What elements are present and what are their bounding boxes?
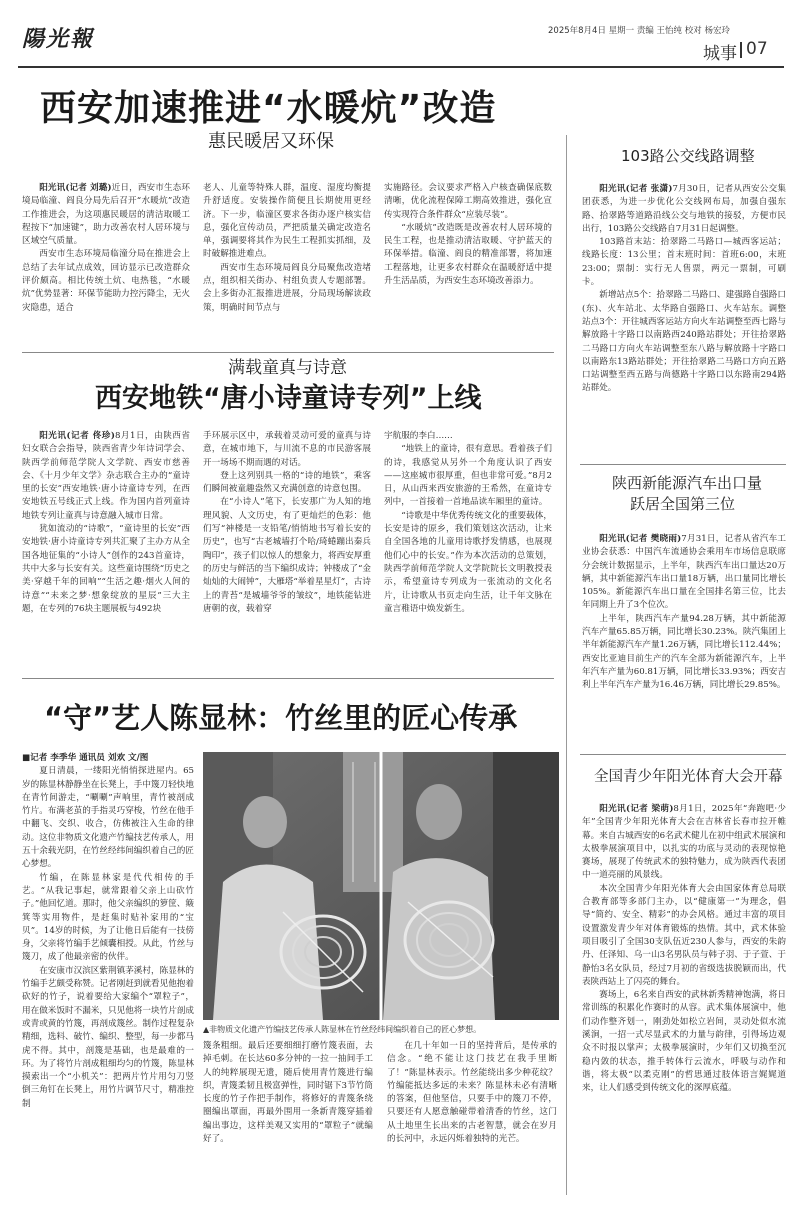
article2-col1 — [22, 430, 190, 670]
article1-text-4: 西安市生态环境局阎良分局聚焦改造堵点，组织相关街办、村组负责人专题部署。会上多街办汇报推进进展，分局现场解读政策，明确时间节点与 — [203, 262, 371, 313]
newspaper-logo: 陽光報 — [22, 26, 95, 52]
article2-col2 — [203, 430, 371, 670]
article1-text-5: 实施路径。会议要求严格入户核查确保底数清晰，优化流程保障工期高效推进，强化宣传实现符合条件群众“应装尽装”。 — [384, 183, 552, 220]
article5-body — [582, 533, 786, 748]
article2-text-4: 登上这列别具一格的“诗的地铁”，乘客们瞬间被童趣盎然又充满创意的诗意包围。 — [203, 470, 371, 495]
article2-text-5: 在“小诗人”笔下，长安那广为人知的地理风貌、人文历史，有了更灿烂的色彩：他们写“神楼是一支铅笔/悄悄地书写着长安的历史”，也写“古老城墙打个哈/琦蜷蹦出秦兵陶印”，孩子们以惊人的想象力，将西安厚重的历史与鲜活的当下编织成诗；钟楼成了“金灿灿的大闹钟”，大雁塔“举着星星灯”，古诗上的青苔“是城墙爷爷的皱纹”，地铁能钻进唐朝的夜，载着穿 — [203, 497, 371, 614]
article2-text-8: “诗歌是中华优秀传统文化的重要载体，长安是诗的原乡，我们策划这次活动，让来自全国各地的儿童用诗歌抒发情感，也展现他们心中的长安。”作为本次活动的总策划，陕西学前师范学院人文学院院长文明教授表示，希望童诗专列成为一张流动的文化名片，让诗歌从书页走向生活，让千年文脉在童言稚语中焕发新生。 — [384, 510, 552, 614]
article3-col3 — [387, 1040, 557, 1198]
article2-col3 — [384, 430, 552, 670]
article4-body — [582, 183, 786, 458]
article4-text-2: 103路首末站：拾翠路二马路口—城西客运站；线路长度：13公里；首末班时间：首班6:00，末班23:00；票制：实行无人售票，两元一票制，可刷卡。 — [582, 237, 786, 288]
masthead — [0, 0, 799, 70]
article1-col3 — [384, 182, 552, 347]
article5-title-2: 跃居全国第三位 — [630, 495, 736, 513]
article6-text-1: 8月1日，2025年“奔跑吧·少年”全国青少年阳光体育大会在吉林省长春市拉开帷幕。来自古城西安的6名武术健儿在初中组武术展演和太极拳展演项目中，以扎实的功底与灵动的表现惊艳赛场，展现了传统武术的独特魅力，成为陕西代表团中一道亮丽的风景线。 — [582, 804, 786, 881]
masthead-rule — [18, 66, 784, 68]
article5-title-1: 陕西新能源汽车出口量 — [612, 474, 763, 492]
article1-subtitle: 惠民暖居又环保 — [208, 131, 334, 152]
article6-title: 全国青少年阳光体育大会开幕 — [594, 769, 783, 785]
article1-col1 — [22, 182, 190, 347]
article1-text-1: 近日，西安市生态环境局临潼、阎良分局先后召开“水暖炕”改造工作推进会，为这项惠民暖居的清洁取暖工程按下“加速键”，助力改善农村人居环境与区域空气质量。 — [22, 183, 190, 247]
section-box — [660, 37, 785, 63]
article3-text-3: 在安康市汉滨区紫荆镇茅溪村，陈显林的竹编手艺颇受称赞。记者刚赶到就看见他抱着砍好的竹子，说着要给大家编个“罩粒子”，用在做米饭时不漏米，只见他将一块竹片剖成或青或黄的竹篾，再剖成篾丝。制作过程复杂精细，选料、破竹、编织、整型，每一步都马虎不得。其中，剖篾是基础，也是最难的一环。为了将竹片剖成粗细均匀的竹篾，陈显林摸索出一个“小机关”：把两片竹片用匀刀竖倒三角钉在长凳上，用竹片调节尺寸，精准控制 — [22, 965, 194, 1109]
section-name: 城事 — [703, 44, 737, 64]
article1-title: 西安加速推进“水暖炕”改造 — [40, 88, 497, 129]
article3-byline: ■记者 李季华 通讯员 刘欢 文/图 — [22, 753, 149, 763]
article6-text-3: 赛场上，6名来自西安的武林新秀精神饱满，将日常训练的积累化作赛时的从容。武术集体展演中，他们动作整齐划一，刚劲处如松立岩间，灵动处似水流溪涧，一招一式尽显武术的力量与韵律，引得场边观众不时报以掌声；太极拳展演时，少年们又切换至沉稳内敛的状态，推手转体行云流水，呼吸与动作和谐，将太极“以柔克刚”的哲思通过肢体语言娓娓道来，让人们感受到传统文化的深厚底蕴。 — [582, 990, 786, 1094]
article2-text-1: 8月1日，由陕西省妇女联合会指导，陕西省青少年诗词学会、陕西学前师范学院人文学院、西安市慈善会、《十月少年文学》杂志联合主办的“童诗里的长安”西安地铁·唐小诗童诗专列，在西安地铁五号线正式上线。作为国内首列童诗地铁专列让童真与诗意融入城市日常。 — [22, 431, 190, 521]
article4-text-3: 新增站点5个：拾翠路二马路口、建强路自强路口(东)、火车站北、太华路自强路口、火车站东。调整站点3个：开往城西客运站方向火车站调整至西七路与解放路十字路口以南路西240路站群处；开往拾翠路二马路口方向火车站调整至东八路与解放路十字路口以南路东13路站群处；开往拾翠路二马路口方向五路口站调整至西五路与尚德路十字路口以东路南294路站群处。 — [582, 290, 786, 394]
article2-text-3: 手环展示区中，承载着灵动可爱的童真与诗意，在城市地下，与川流不息的市民游客展开一场场不期而遇的对话。 — [203, 431, 371, 468]
article3-title: “守”艺人陈显林：竹丝里的匠心传承 — [44, 701, 518, 735]
article4-byline: 阳光讯(记者 张潇) — [599, 184, 673, 194]
article6-byline: 阳光讯(记者 梁萌) — [599, 804, 674, 814]
photo-caption: ▲非物质文化遗产竹编技艺传承人陈显林在竹丝经纬间编织着自己的匠心梦想。 — [203, 1025, 482, 1034]
article2-text-6: 宇航服的李白…… — [384, 431, 453, 441]
article4-title: 103路公交线路调整 — [621, 147, 755, 165]
article1-text-2: 西安市生态环境局临潼分局在推进会上总结了去年试点成效，回访显示已改造群众评价颇高。相比传统土炕、电热毯，“水暖炕”优势显著：环保节能助力控污降尘，无火灾隐患，适合 — [22, 249, 190, 313]
article2-bottom-rule — [22, 678, 554, 679]
article1-byline: 阳光讯(记者 刘璐) — [39, 183, 112, 193]
article1-col2 — [203, 182, 371, 347]
section-divider — [740, 42, 742, 58]
article5-bottom-rule — [580, 754, 786, 755]
article3-text-2: 竹编，在陈显林家是代代相传的手艺。“从我记事起，就常跟着父亲上山砍竹子。”他回忆道。那时，他父亲编织的箩筐、簸箕等实用物件，是赶集时贴补家用的“宝贝”。14岁的时候，为了让他日后能有一技傍身，父亲将竹编手艺倾囊相授。从此，竹丝与篾刀，成了他最亲密的伙伴。 — [22, 872, 194, 963]
article2-text-7: “地铁上的童诗，很有意思。看着孩子们的诗，我感觉从另外一个角度认识了西安——这座城市很厚重，但也非常可爱。”8月2日，从山西来西安旅游的王希然，在童诗专列中，一首接着一首地品读车厢里的童诗。 — [384, 444, 552, 508]
article5-text-2: 上半年，陕西汽车产量94.28万辆，其中新能源汽车产量65.85万辆，同比增长30.23%。陕汽集团上半年新能源汽车产量1.26万辆，同比增长112.44%；西安比亚迪目前生产的汽车全部为新能源汽车，上半年汽车产量为60.81万辆，同比增长33.93%；西安吉利上半年汽车产量为16.46万辆，同比增长29.85%。 — [582, 613, 786, 691]
right-column-divider — [566, 135, 567, 1195]
article3-text-5: 在几十年如一日的坚持背后，是传承的信念。“绝不能让这门技艺在我手里断了！”陈显林表示。竹丝能绕出多少种花纹？竹编能抵达多远的未来？陈显林未必有清晰的答案，但他坚信，只要手中的篾刀不停，只要还有人愿意触碰带着清香的竹丝，这门从土地里生长出来的古老智慧，就会在岁月的长河中，永远闪烁着独特的光芒。 — [387, 1041, 557, 1145]
article2-byline: 阳光讯(记者 佟珍) — [39, 431, 115, 441]
article4-text-1: 7月30日，记者从西安公交集团获悉，为进一步优化公交线网布局，加强自强东路、拾翠路等道路沿线公交与地铁的接驳，方便市民出行，103路公交线路自7月31日起调整。 — [582, 184, 786, 234]
photo-illustration — [203, 752, 559, 1020]
article5-text-1: 7月31日，记者从省汽车工业协会获悉：中国汽车流通协会乘用车市场信息联席分会统计数据显示，上半年，陕西汽车出口量达20万辆，其中新能源汽车出口量18万辆，出口量同比增长105%。新能源汽车出口量在全国排名第三位，比去年同期上升了3个位次。 — [582, 534, 786, 611]
article3-col2 — [203, 1040, 373, 1198]
article5-byline: 阳光讯(记者 樊晓雨) — [599, 534, 682, 544]
article1-text-6: “水暖炕”改造既是改善农村人居环境的民生工程，也是推动清洁取暖、守护蓝天的环保举措。临潼、阎良的精准部署，将加速工程落地，让更多农村群众在温暖舒适中提升生活品质，为西安生态环境改善添力。 — [384, 222, 552, 287]
article3-col1 — [22, 752, 194, 1197]
bamboo-weaving-photo — [203, 752, 559, 1020]
article2-text-2: 犹如流动的“诗歌”，“童诗里的长安”西安地铁·唐小诗童诗专列共汇聚了主办方从全国各地征集的“小诗人”创作的243首童诗，共中大多与长安有关。这些童诗围绕“历史之美·穿越千年的回响”“生活之趣·烟火人间的诗意”“未来之梦·想象绽放的星辰”三大主题，在专列的76块主题展板与492块 — [22, 524, 190, 614]
article2-kicker: 满载童真与诗意 — [228, 358, 347, 378]
article4-bottom-rule — [580, 464, 786, 465]
article6-text-2: 本次全国青少年阳光体育大会由国家体育总局联合教育部等多部门主办，以“健康第一”为理念，倡导“简约、安全、精彩”的办会风格。通过丰富的项目设置激发青少年对体育锻炼的热情。其中，武术体验项目吸引了全国30支队伍近230人参与，西安的朱韵丹、任泽知、乌一山3名男队员与韩子羽、于子萱、于静怡3名女队员，经过7月初的省级选拔脱颖而出，代表陕西站上了闪亮的舞台。 — [582, 883, 786, 987]
page-number: 07 — [746, 39, 768, 59]
article3-text-4: 篾条粗细。最后还要细细打磨竹篾表面，去掉毛刺。在长达60多分钟的一拉一抽间手工人的纯粹展现无遗，随后使用青竹篾进行编织，青篾柔韧且极富弹性，同时锯下3节竹筒长度的竹子作把手制作，将修好的青篾条绕圈编出罩面，再最外围用一条新青篾穿插着编出事边，这样美观又实用的“罩粒子”就编好了。 — [203, 1041, 373, 1145]
article1-text-3: 老人、儿童等特殊人群，温度、湿度均衡提升舒适度。安装操作简便且长期使用更经济。下一步，临潼区要求各街办逐户核实信息，强化宣传动员，严把质量关确定改造名单，强调要将其作为民生工程抓实抓细，及时破解推进难点。 — [203, 183, 371, 260]
article6-body — [582, 803, 786, 1198]
article3-text-1: 夏日清晨，一缕阳光悄悄探进屋内。65岁的陈显林静静坐在长凳上，手中篾刀轻快地在青竹间游走，“唰唰”声响里，青竹被剖成竹片。布满老茧的手指灵巧穿梭，竹丝在他手中翻飞、交织、收合，仿佛被注入生命的律动。这位非物质文化遗产竹编技艺传承人，用五十余载光阴，在竹丝经纬间编织着自己的匠心梦想。 — [22, 766, 194, 870]
issue-line: 2025年8月4日 星期一 责编 王怡纯 校对 杨宏玲 — [548, 26, 730, 36]
article2-title: 西安地铁“唐小诗童诗专列”上线 — [95, 383, 482, 414]
